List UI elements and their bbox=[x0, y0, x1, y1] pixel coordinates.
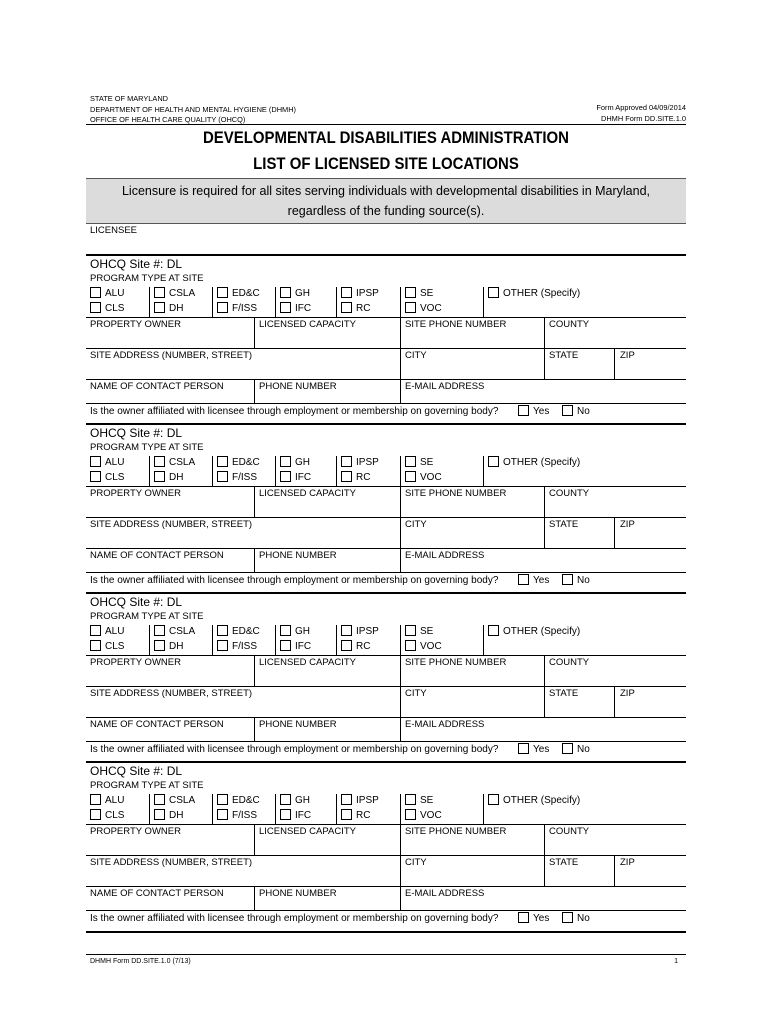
row-divider bbox=[86, 403, 686, 404]
row-divider bbox=[86, 348, 686, 349]
program-checkbox-dh[interactable]: DH bbox=[154, 472, 183, 484]
contact-person-field[interactable]: NAME OF CONTACT PERSON bbox=[90, 719, 224, 730]
checkbox-icon[interactable] bbox=[562, 912, 573, 923]
row-divider bbox=[86, 910, 686, 911]
checkbox-icon[interactable] bbox=[90, 287, 101, 298]
checkbox-icon[interactable] bbox=[217, 471, 228, 482]
checkbox-icon[interactable] bbox=[280, 471, 291, 482]
checkbox-icon[interactable] bbox=[405, 625, 416, 636]
contact-person-field[interactable]: NAME OF CONTACT PERSON bbox=[90, 888, 224, 899]
checkbox-icon[interactable] bbox=[90, 809, 101, 820]
form-number: DHMH Form DD.SITE.1.0 bbox=[601, 113, 686, 123]
program-separator bbox=[336, 456, 337, 486]
checkbox-icon[interactable] bbox=[341, 809, 352, 820]
program-checkbox-gh[interactable]: GH bbox=[280, 288, 310, 300]
form-page bbox=[86, 0, 686, 1024]
program-separator bbox=[275, 794, 276, 824]
form-approval-info bbox=[596, 103, 686, 124]
program-checkbox-gh[interactable]: GH bbox=[280, 626, 310, 638]
property-owner-field[interactable]: PROPERTY OWNER bbox=[90, 657, 181, 668]
phone-number-field[interactable]: PHONE NUMBER bbox=[259, 888, 337, 899]
program-checkbox-voc[interactable]: VOC bbox=[405, 641, 442, 653]
footer-form-id: DHMH Form DD.SITE.1.0 (7/13) bbox=[90, 958, 191, 965]
header-divider bbox=[86, 124, 686, 125]
cell-divider bbox=[254, 886, 255, 910]
cell-divider bbox=[400, 486, 401, 517]
checkbox-icon[interactable] bbox=[154, 794, 165, 805]
cell-divider bbox=[400, 548, 401, 572]
city-field[interactable]: CITY bbox=[405, 688, 427, 699]
program-checkbox-se[interactable]: SE bbox=[405, 626, 433, 638]
form-approved-date: Form Approved 04/09/2014 bbox=[596, 103, 686, 112]
affiliation-question: Is the owner affiliated with licensee through employment or membership on governing body? bbox=[90, 406, 499, 417]
licensed-capacity-field[interactable]: LICENSED CAPACITY bbox=[259, 319, 356, 330]
program-checkbox-ipsp[interactable]: IPSP bbox=[341, 626, 379, 638]
site-section-4 bbox=[86, 761, 686, 930]
program-checkbox-ipsp[interactable]: IPSP bbox=[341, 457, 379, 469]
cell-divider bbox=[614, 686, 615, 717]
program-separator bbox=[483, 625, 484, 655]
checkbox-icon[interactable] bbox=[154, 625, 165, 636]
checkbox-icon[interactable] bbox=[217, 625, 228, 636]
notice-line-2: regardless of the funding source(s). bbox=[287, 204, 485, 218]
email-field[interactable]: E-MAIL ADDRESS bbox=[405, 381, 485, 392]
county-field[interactable]: COUNTY bbox=[549, 826, 590, 837]
checkbox-icon[interactable] bbox=[90, 456, 101, 467]
email-field[interactable]: E-MAIL ADDRESS bbox=[405, 719, 485, 730]
program-type-label: PROGRAM TYPE AT SITE bbox=[90, 780, 204, 791]
program-checkbox-ipsp[interactable]: IPSP bbox=[341, 288, 379, 300]
row-divider bbox=[86, 379, 686, 380]
program-separator bbox=[212, 287, 213, 317]
site-divider bbox=[86, 592, 686, 594]
checkbox-icon[interactable] bbox=[405, 640, 416, 651]
checkbox-icon[interactable] bbox=[405, 809, 416, 820]
program-checkbox-voc[interactable]: VOC bbox=[405, 472, 442, 484]
site-divider bbox=[86, 254, 686, 256]
checkbox-icon[interactable] bbox=[154, 471, 165, 482]
program-separator bbox=[149, 794, 150, 824]
agency-department: DEPARTMENT OF HEALTH AND MENTAL HYGIENE (DHMH) bbox=[90, 104, 296, 114]
program-checkbox-alu[interactable]: ALU bbox=[90, 288, 124, 300]
contact-person-field[interactable]: NAME OF CONTACT PERSON bbox=[90, 550, 224, 561]
program-separator bbox=[275, 456, 276, 486]
zip-field[interactable]: ZIP bbox=[620, 688, 635, 699]
program-checkbox-csla[interactable]: CSLA bbox=[154, 288, 195, 300]
cell-divider bbox=[400, 379, 401, 403]
program-checkbox-cls[interactable]: CLS bbox=[90, 303, 124, 315]
program-separator bbox=[336, 794, 337, 824]
property-owner-field[interactable]: PROPERTY OWNER bbox=[90, 826, 181, 837]
program-separator bbox=[149, 625, 150, 655]
program-checkbox-edc[interactable]: ED&C bbox=[217, 626, 260, 638]
program-checkbox-fiss[interactable]: F/ISS bbox=[217, 641, 257, 653]
program-checkbox-alu[interactable]: ALU bbox=[90, 457, 124, 469]
program-separator bbox=[400, 456, 401, 486]
site-number-field[interactable]: OHCQ Site #: DL bbox=[90, 426, 183, 440]
site-section-1 bbox=[86, 254, 686, 423]
cell-divider bbox=[400, 717, 401, 741]
site-number-field[interactable]: OHCQ Site #: DL bbox=[90, 257, 183, 271]
cell-divider bbox=[544, 655, 545, 686]
program-checkbox-gh[interactable]: GH bbox=[280, 795, 310, 807]
zip-field[interactable]: ZIP bbox=[620, 350, 635, 361]
checkbox-icon[interactable] bbox=[341, 302, 352, 313]
site-number-field[interactable]: OHCQ Site #: DL bbox=[90, 764, 183, 778]
program-checkbox-rc[interactable]: RC bbox=[341, 303, 370, 315]
program-checkbox-voc[interactable]: VOC bbox=[405, 810, 442, 822]
row-divider bbox=[86, 317, 686, 318]
cell-divider bbox=[400, 317, 401, 348]
checkbox-icon[interactable] bbox=[518, 743, 529, 754]
notice-line-1: Licensure is required for all sites serving individuals with developmental disabilities in Maryland, bbox=[121, 184, 651, 198]
affiliation-yes-checkbox[interactable]: Yes bbox=[518, 406, 549, 417]
program-separator bbox=[336, 287, 337, 317]
checkbox-icon[interactable] bbox=[562, 405, 573, 416]
cell-divider bbox=[544, 855, 545, 886]
program-separator bbox=[400, 625, 401, 655]
checkbox-icon[interactable] bbox=[341, 471, 352, 482]
row-divider bbox=[86, 486, 686, 487]
program-checkbox-edc[interactable]: ED&C bbox=[217, 795, 260, 807]
cell-divider bbox=[544, 517, 545, 548]
checkbox-icon[interactable] bbox=[217, 809, 228, 820]
licensed-capacity-field[interactable]: LICENSED CAPACITY bbox=[259, 657, 356, 668]
program-checkbox-csla[interactable]: CSLA bbox=[154, 457, 195, 469]
row-divider bbox=[86, 686, 686, 687]
checkbox-icon[interactable] bbox=[405, 456, 416, 467]
affiliation-no-checkbox[interactable]: No bbox=[562, 575, 590, 586]
checkbox-icon[interactable] bbox=[562, 574, 573, 585]
site-address-field[interactable]: SITE ADDRESS (NUMBER, STREET) bbox=[90, 519, 253, 530]
cell-divider bbox=[400, 686, 401, 717]
checkbox-icon[interactable] bbox=[341, 287, 352, 298]
licensee-field[interactable]: LICENSEE bbox=[90, 225, 137, 236]
checkbox-icon[interactable] bbox=[90, 794, 101, 805]
checkbox-icon[interactable] bbox=[405, 287, 416, 298]
affiliation-question: Is the owner affiliated with licensee through employment or membership on governing body? bbox=[90, 744, 499, 755]
zip-field[interactable]: ZIP bbox=[620, 519, 635, 530]
program-separator bbox=[149, 287, 150, 317]
checkbox-icon[interactable] bbox=[341, 640, 352, 651]
checkbox-icon[interactable] bbox=[405, 302, 416, 313]
site-phone-field[interactable]: SITE PHONE NUMBER bbox=[405, 657, 507, 668]
checkbox-icon[interactable] bbox=[217, 456, 228, 467]
affiliation-yes-checkbox[interactable]: Yes bbox=[518, 744, 549, 755]
program-checkbox-cls[interactable]: CLS bbox=[90, 472, 124, 484]
cell-divider bbox=[614, 855, 615, 886]
cell-divider bbox=[400, 517, 401, 548]
checkbox-icon[interactable] bbox=[488, 456, 499, 467]
checkbox-icon[interactable] bbox=[341, 794, 352, 805]
cell-divider bbox=[614, 517, 615, 548]
county-field[interactable]: COUNTY bbox=[549, 488, 590, 499]
checkbox-icon[interactable] bbox=[518, 405, 529, 416]
program-checkbox-cls[interactable]: CLS bbox=[90, 810, 124, 822]
program-separator bbox=[212, 456, 213, 486]
row-divider bbox=[86, 517, 686, 518]
checkbox-icon[interactable] bbox=[90, 640, 101, 651]
program-checkbox-fiss[interactable]: F/ISS bbox=[217, 810, 257, 822]
cell-divider bbox=[614, 348, 615, 379]
program-type-label: PROGRAM TYPE AT SITE bbox=[90, 611, 204, 622]
phone-number-field[interactable]: PHONE NUMBER bbox=[259, 550, 337, 561]
form-subtitle: LIST OF LICENSED SITE LOCATIONS bbox=[253, 154, 519, 173]
agency-state: STATE OF MARYLAND bbox=[90, 94, 169, 103]
state-field[interactable]: STATE bbox=[549, 688, 579, 699]
checkbox-icon[interactable] bbox=[341, 625, 352, 636]
cell-divider bbox=[400, 886, 401, 910]
row-divider bbox=[86, 886, 686, 887]
checkbox-icon[interactable] bbox=[154, 809, 165, 820]
checkbox-icon[interactable] bbox=[280, 287, 291, 298]
program-checkbox-se[interactable]: SE bbox=[405, 457, 433, 469]
program-checkbox-alu[interactable]: ALU bbox=[90, 626, 124, 638]
checkbox-icon[interactable] bbox=[217, 287, 228, 298]
program-checkbox-edc[interactable]: ED&C bbox=[217, 457, 260, 469]
city-field[interactable]: CITY bbox=[405, 857, 427, 868]
checkbox-icon[interactable] bbox=[154, 456, 165, 467]
checkbox-icon[interactable] bbox=[217, 794, 228, 805]
cell-divider bbox=[254, 317, 255, 348]
checkbox-icon[interactable] bbox=[488, 287, 499, 298]
program-type-label: PROGRAM TYPE AT SITE bbox=[90, 442, 204, 453]
state-field[interactable]: STATE bbox=[549, 350, 579, 361]
program-checkbox-se[interactable]: SE bbox=[405, 288, 433, 300]
program-checkbox-csla[interactable]: CSLA bbox=[154, 795, 195, 807]
cell-divider bbox=[254, 824, 255, 855]
cell-divider bbox=[544, 686, 545, 717]
city-field[interactable]: CITY bbox=[405, 519, 427, 530]
program-separator bbox=[483, 287, 484, 317]
row-divider bbox=[86, 855, 686, 856]
program-checkbox-dh[interactable]: DH bbox=[154, 641, 183, 653]
program-checkbox-other[interactable]: OTHER (Specify) bbox=[488, 288, 580, 300]
checkbox-icon[interactable] bbox=[154, 287, 165, 298]
cell-divider bbox=[544, 824, 545, 855]
row-divider bbox=[86, 717, 686, 718]
checkbox-icon[interactable] bbox=[280, 794, 291, 805]
licensure-notice bbox=[86, 178, 686, 224]
affiliation-yes-checkbox[interactable]: Yes bbox=[518, 575, 549, 586]
program-checkbox-cls[interactable]: CLS bbox=[90, 641, 124, 653]
program-type-label: PROGRAM TYPE AT SITE bbox=[90, 273, 204, 284]
checkbox-icon[interactable] bbox=[518, 912, 529, 923]
cell-divider bbox=[254, 655, 255, 686]
program-checkbox-ifc[interactable]: IFC bbox=[280, 303, 311, 315]
program-checkbox-other[interactable]: OTHER (Specify) bbox=[488, 795, 580, 807]
email-field[interactable]: E-MAIL ADDRESS bbox=[405, 888, 485, 899]
row-divider bbox=[86, 655, 686, 656]
site-address-field[interactable]: SITE ADDRESS (NUMBER, STREET) bbox=[90, 688, 253, 699]
page-number: 1 bbox=[674, 958, 678, 965]
agency-office: OFFICE OF HEALTH CARE QUALITY (OHCQ) bbox=[90, 115, 246, 124]
program-checkbox-edc[interactable]: ED&C bbox=[217, 288, 260, 300]
contact-person-field[interactable]: NAME OF CONTACT PERSON bbox=[90, 381, 224, 392]
phone-number-field[interactable]: PHONE NUMBER bbox=[259, 719, 337, 730]
licensed-capacity-field[interactable]: LICENSED CAPACITY bbox=[259, 488, 356, 499]
program-separator bbox=[336, 625, 337, 655]
program-checkbox-csla[interactable]: CSLA bbox=[154, 626, 195, 638]
state-field[interactable]: STATE bbox=[549, 857, 579, 868]
program-separator bbox=[275, 287, 276, 317]
row-divider bbox=[86, 824, 686, 825]
program-checkbox-other[interactable]: OTHER (Specify) bbox=[488, 457, 580, 469]
program-separator bbox=[400, 287, 401, 317]
site-phone-field[interactable]: SITE PHONE NUMBER bbox=[405, 826, 507, 837]
cell-divider bbox=[544, 317, 545, 348]
cell-divider bbox=[254, 379, 255, 403]
program-separator bbox=[483, 456, 484, 486]
checkbox-icon[interactable] bbox=[154, 640, 165, 651]
affiliation-question: Is the owner affiliated with licensee through employment or membership on governing body? bbox=[90, 913, 499, 924]
zip-field[interactable]: ZIP bbox=[620, 857, 635, 868]
checkbox-icon[interactable] bbox=[280, 302, 291, 313]
checkbox-icon[interactable] bbox=[280, 625, 291, 636]
footer-divider bbox=[86, 954, 686, 955]
program-checkbox-voc[interactable]: VOC bbox=[405, 303, 442, 315]
affiliation-no-checkbox[interactable]: No bbox=[562, 913, 590, 924]
program-separator bbox=[149, 456, 150, 486]
site-phone-field[interactable]: SITE PHONE NUMBER bbox=[405, 488, 507, 499]
state-field[interactable]: STATE bbox=[549, 519, 579, 530]
row-divider bbox=[86, 572, 686, 573]
affiliation-question: Is the owner affiliated with licensee through employment or membership on governing body? bbox=[90, 575, 499, 586]
agency-header bbox=[90, 94, 296, 126]
sites-bottom-divider bbox=[86, 931, 686, 933]
row-divider bbox=[86, 548, 686, 549]
cell-divider bbox=[544, 348, 545, 379]
checkbox-icon[interactable] bbox=[154, 302, 165, 313]
property-owner-field[interactable]: PROPERTY OWNER bbox=[90, 488, 181, 499]
site-divider bbox=[86, 423, 686, 425]
program-checkbox-other[interactable]: OTHER (Specify) bbox=[488, 626, 580, 638]
checkbox-icon[interactable] bbox=[405, 794, 416, 805]
program-checkbox-gh[interactable]: GH bbox=[280, 457, 310, 469]
cell-divider bbox=[254, 486, 255, 517]
cell-divider bbox=[400, 655, 401, 686]
program-checkbox-ifc[interactable]: IFC bbox=[280, 641, 311, 653]
site-number-field[interactable]: OHCQ Site #: DL bbox=[90, 595, 183, 609]
phone-number-field[interactable]: PHONE NUMBER bbox=[259, 381, 337, 392]
checkbox-icon[interactable] bbox=[405, 471, 416, 482]
checkbox-icon[interactable] bbox=[217, 302, 228, 313]
program-checkbox-se[interactable]: SE bbox=[405, 795, 433, 807]
program-separator bbox=[400, 794, 401, 824]
cell-divider bbox=[254, 717, 255, 741]
checkbox-icon[interactable] bbox=[90, 471, 101, 482]
row-divider bbox=[86, 741, 686, 742]
program-separator bbox=[212, 625, 213, 655]
city-field[interactable]: CITY bbox=[405, 350, 427, 361]
licensed-capacity-field[interactable]: LICENSED CAPACITY bbox=[259, 826, 356, 837]
program-checkbox-rc[interactable]: RC bbox=[341, 472, 370, 484]
program-checkbox-fiss[interactable]: F/ISS bbox=[217, 303, 257, 315]
checkbox-icon[interactable] bbox=[280, 809, 291, 820]
checkbox-icon[interactable] bbox=[341, 456, 352, 467]
property-owner-field[interactable]: PROPERTY OWNER bbox=[90, 319, 181, 330]
program-checkbox-rc[interactable]: RC bbox=[341, 810, 370, 822]
email-field[interactable]: E-MAIL ADDRESS bbox=[405, 550, 485, 561]
program-separator bbox=[212, 794, 213, 824]
checkbox-icon[interactable] bbox=[518, 574, 529, 585]
program-separator bbox=[275, 625, 276, 655]
checkbox-icon[interactable] bbox=[90, 625, 101, 636]
program-checkbox-ifc[interactable]: IFC bbox=[280, 810, 311, 822]
checkbox-icon[interactable] bbox=[488, 625, 499, 636]
program-checkbox-alu[interactable]: ALU bbox=[90, 795, 124, 807]
cell-divider bbox=[544, 486, 545, 517]
checkbox-icon[interactable] bbox=[90, 302, 101, 313]
program-checkbox-dh[interactable]: DH bbox=[154, 810, 183, 822]
site-address-field[interactable]: SITE ADDRESS (NUMBER, STREET) bbox=[90, 857, 253, 868]
affiliation-no-checkbox[interactable]: No bbox=[562, 744, 590, 755]
county-field[interactable]: COUNTY bbox=[549, 319, 590, 330]
site-section-2 bbox=[86, 423, 686, 592]
program-separator bbox=[483, 794, 484, 824]
checkbox-icon[interactable] bbox=[488, 794, 499, 805]
cell-divider bbox=[254, 548, 255, 572]
site-divider bbox=[86, 761, 686, 763]
site-phone-field[interactable]: SITE PHONE NUMBER bbox=[405, 319, 507, 330]
program-checkbox-ifc[interactable]: IFC bbox=[280, 472, 311, 484]
checkbox-icon[interactable] bbox=[217, 640, 228, 651]
cell-divider bbox=[400, 855, 401, 886]
site-section-3 bbox=[86, 592, 686, 761]
program-checkbox-ipsp[interactable]: IPSP bbox=[341, 795, 379, 807]
affiliation-yes-checkbox[interactable]: Yes bbox=[518, 913, 549, 924]
program-checkbox-fiss[interactable]: F/ISS bbox=[217, 472, 257, 484]
program-checkbox-dh[interactable]: DH bbox=[154, 303, 183, 315]
checkbox-icon[interactable] bbox=[280, 640, 291, 651]
form-title: DEVELOPMENTAL DISABILITIES ADMINISTRATION bbox=[203, 128, 569, 147]
cell-divider bbox=[400, 824, 401, 855]
affiliation-no-checkbox[interactable]: No bbox=[562, 406, 590, 417]
checkbox-icon[interactable] bbox=[280, 456, 291, 467]
checkbox-icon[interactable] bbox=[562, 743, 573, 754]
program-checkbox-rc[interactable]: RC bbox=[341, 641, 370, 653]
site-address-field[interactable]: SITE ADDRESS (NUMBER, STREET) bbox=[90, 350, 253, 361]
cell-divider bbox=[400, 348, 401, 379]
county-field[interactable]: COUNTY bbox=[549, 657, 590, 668]
